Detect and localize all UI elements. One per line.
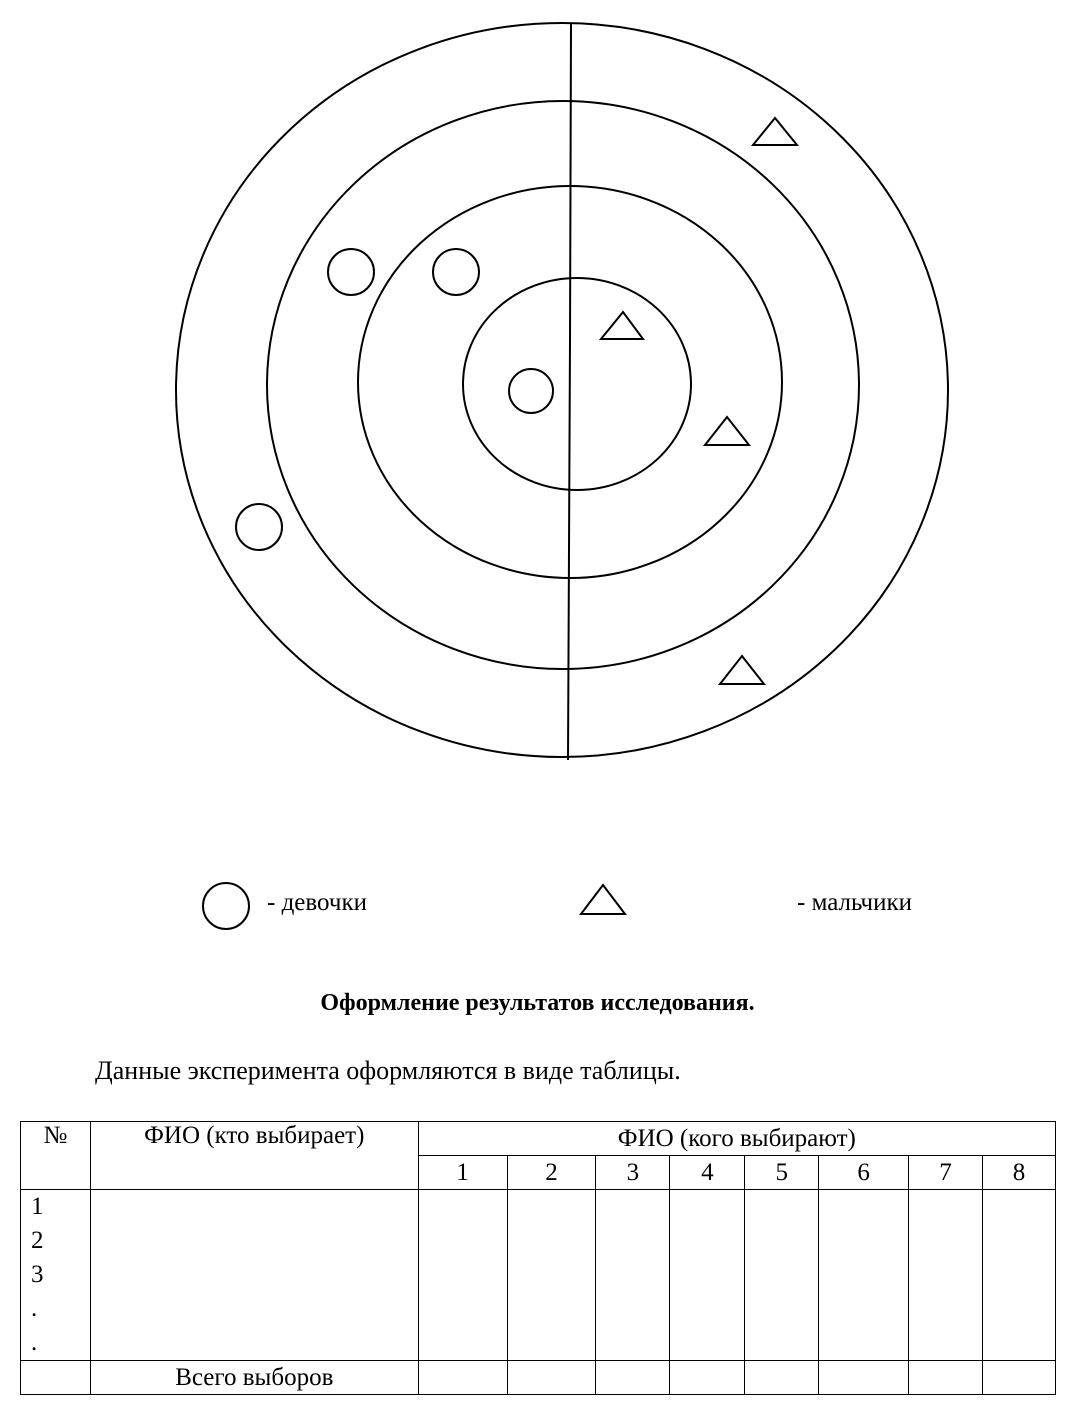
header-col-2: 2 bbox=[507, 1156, 596, 1190]
header-number: № bbox=[21, 1122, 91, 1190]
total-label: Всего выборов bbox=[90, 1361, 418, 1395]
girl-marker bbox=[328, 249, 374, 295]
header-col-4: 4 bbox=[670, 1156, 745, 1190]
choice-cell[interactable] bbox=[418, 1190, 507, 1361]
girl-marker bbox=[236, 504, 282, 550]
intro-text: Данные эксперимента оформляются в виде таблицы. bbox=[95, 1056, 681, 1085]
total-cell[interactable] bbox=[507, 1361, 596, 1395]
choice-cell[interactable] bbox=[670, 1190, 745, 1361]
total-empty-cell bbox=[21, 1361, 91, 1395]
row-number: . bbox=[31, 1329, 38, 1356]
dividing-line bbox=[568, 24, 571, 760]
total-cell[interactable] bbox=[745, 1361, 819, 1395]
girl-marker bbox=[433, 249, 479, 295]
header-chosen: ФИО (кого выбирают) bbox=[418, 1122, 1055, 1156]
inner-ring bbox=[463, 278, 691, 490]
total-cell[interactable] bbox=[983, 1361, 1056, 1395]
legend-girls-label: - девочки bbox=[267, 889, 367, 916]
total-cell[interactable] bbox=[418, 1361, 507, 1395]
choice-cell[interactable] bbox=[507, 1190, 596, 1361]
section-heading: Оформление результатов исследования. bbox=[320, 990, 755, 1016]
boy-marker bbox=[753, 118, 797, 145]
header-chooser: ФИО (кто выбирает) bbox=[90, 1122, 418, 1190]
row-number: 2 bbox=[31, 1227, 44, 1254]
header-col-1: 1 bbox=[418, 1156, 507, 1190]
results-table bbox=[20, 1121, 1056, 1395]
boy-marker bbox=[720, 656, 764, 684]
header-col-8: 8 bbox=[983, 1156, 1056, 1190]
legend-triangle-icon bbox=[578, 880, 630, 920]
header-col-6: 6 bbox=[819, 1156, 909, 1190]
row-number: . bbox=[31, 1295, 38, 1322]
header-col-5: 5 bbox=[745, 1156, 819, 1190]
total-cell[interactable] bbox=[819, 1361, 909, 1395]
row-number: 3 bbox=[31, 1261, 44, 1288]
boy-marker bbox=[601, 312, 643, 339]
outer-ring bbox=[176, 23, 948, 757]
girl-marker bbox=[509, 369, 553, 413]
choice-cell[interactable] bbox=[909, 1190, 983, 1361]
header-col-7: 7 bbox=[909, 1156, 983, 1190]
choice-cell[interactable] bbox=[983, 1190, 1056, 1361]
total-cell[interactable] bbox=[596, 1361, 670, 1395]
choice-cell[interactable] bbox=[819, 1190, 909, 1361]
header-col-3: 3 bbox=[596, 1156, 670, 1190]
row-numbers-cell bbox=[21, 1190, 91, 1361]
row-number: 1 bbox=[31, 1193, 44, 1220]
total-cell[interactable] bbox=[670, 1361, 745, 1395]
choice-cell[interactable] bbox=[745, 1190, 819, 1361]
legend-circle-icon bbox=[200, 880, 254, 934]
choice-cell[interactable] bbox=[596, 1190, 670, 1361]
legend-boys-label: - мальчики bbox=[797, 889, 912, 916]
total-cell[interactable] bbox=[909, 1361, 983, 1395]
boy-marker bbox=[705, 417, 749, 445]
chooser-cell[interactable] bbox=[90, 1190, 418, 1361]
